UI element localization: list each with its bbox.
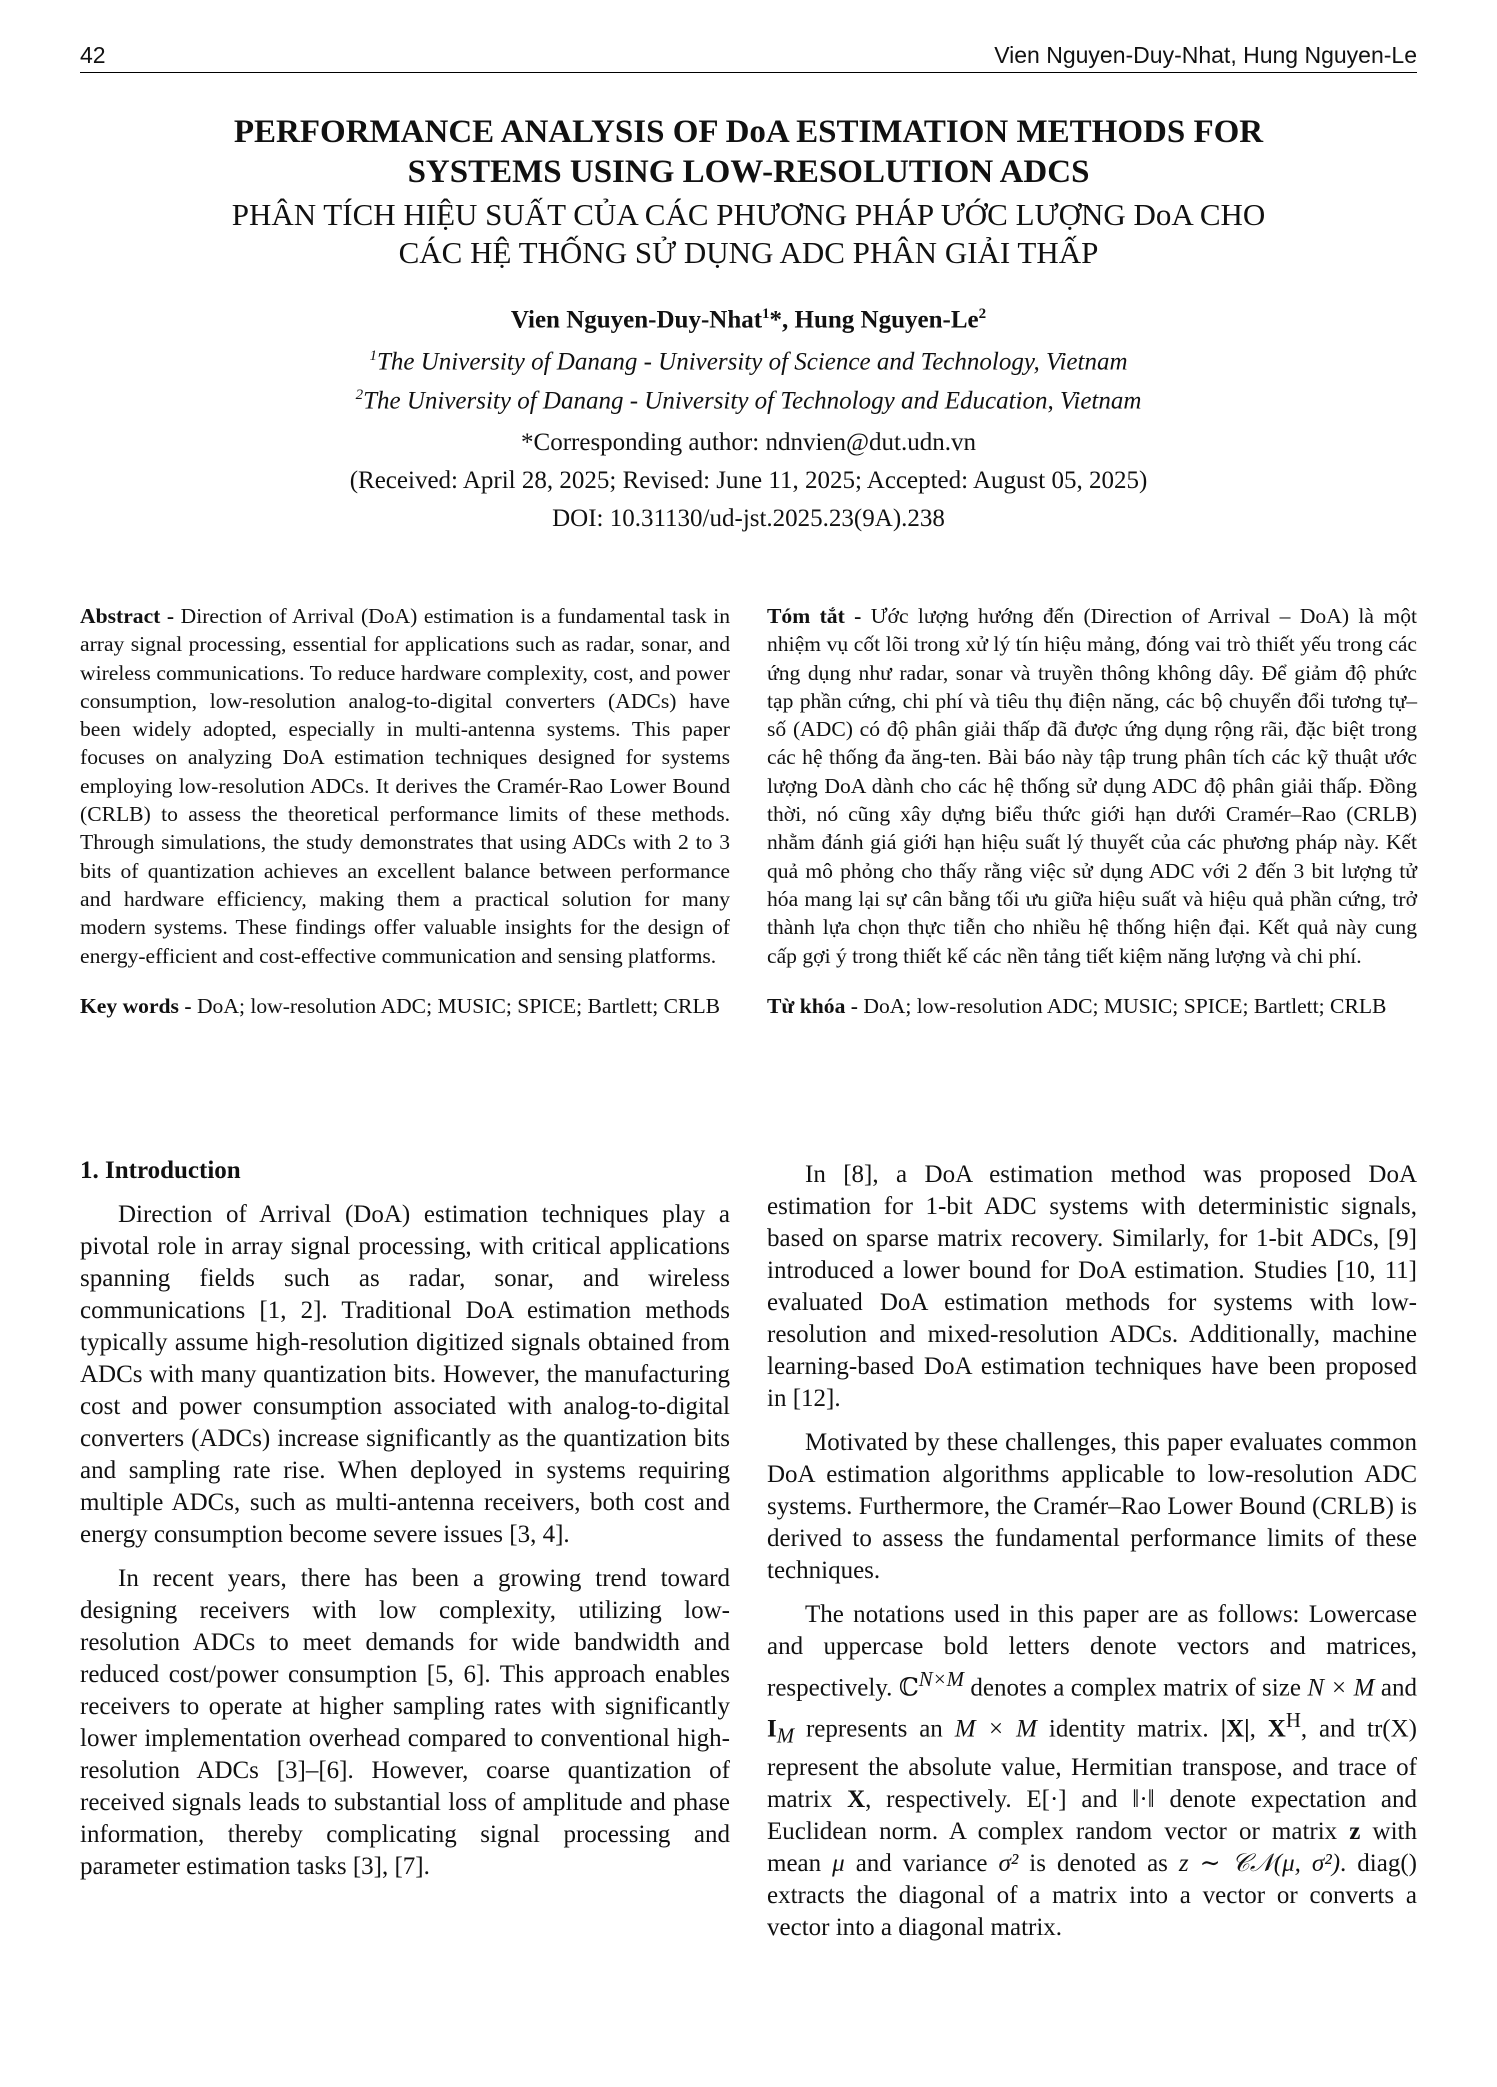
abstract-label: Abstract -: [80, 604, 181, 628]
title-en-line2: SYSTEMS USING LOW-RESOLUTION ADCS: [407, 154, 1090, 190]
affiliation-1: $^1$The University of Danang - University of Science and Technology, Vietnam: [369, 348, 1128, 376]
author-2-affil-mark: 2: [978, 306, 987, 322]
tukhoa-label: Từ khóa -: [767, 993, 864, 1018]
notation-paragraph: The notations used in this paper are as follows: Lowercase and uppercase bold letters denote vectors and matrices, respectively. ℂ$^{N\times M}$ denotes a complex matrix of size N × M and $I_M$ represents an M × M identity matrix. |X|, $X^H$, and tr(X) represent the absolute value, Hermitian transpose, and trace of matrix X, respectively. E[·] and ‖·‖ denote expectation and Euclidean norm. A complex random vector or matrix z with mean μ and variance σ² is denoted as z ∼ 𝒞𝒩(μ, σ²). diag() extracts the diagonal of a matrix into a vector or converts a vector into a diagonal matrix.: [767, 1601, 1417, 1941]
abstract-text: Direction of Arrival (DoA) estimation is a fundamental task in array signal processing, essential for applications such as radar, sonar, and wireless communications. To reduce hardware complexity, cost, and power consumption, low-resolution analog-to-digital converters (ADCs) have been widely adopted, especially in multi-antenna systems. This paper focuses on analyzing DoA estimation techniques designed for systems employing low-resolution ADCs. It derives the Cramér-Rao Lower Bound (CRLB) to assess the theoretical performance limits of these methods. Through simulations, the study demonstrates that using ADCs with 2 to 3 bits of quantization achieves an excellent balance between performance and hardware efficiency, making them a practical solution for many modern systems. These findings offer valuable insights for the design of energy-efficient and cost-effective communication and sensing platforms.: [80, 604, 730, 968]
doi: DOI: 10.31130/ud-jst.2025.23(9A).238: [552, 504, 945, 532]
abstract-vietnamese: [767, 602, 1417, 1020]
complex-set-symbol: ℂ: [898, 1674, 919, 1702]
affiliations: [80, 340, 1417, 417]
author-1: Vien Nguyen-Duy-Nhat: [510, 306, 763, 334]
paragraph: In [8], a DoA estimation method was proposed DoA estimation for 1-bit ADC systems with deterministic signals, based on sparse matrix recovery. Similarly, for 1-bit ADCs, [9] introduced a lower bound for DoA estimation. Studies [10, 11] evaluated DoA estimation methods for systems with low-resolution and mixed-resolution ADCs. Additionally, machine learning-based DoA estimation techniques have been proposed in [12].: [767, 1161, 1417, 1412]
title-en-line1: PERFORMANCE ANALYSIS OF DoA ESTIMATION METHODS FOR: [233, 114, 1264, 150]
tomtat-text: Ước lượng hướng đến (Direction of Arrival – DoA) là một nhiệm vụ cốt lõi trong xử lý tín hiệu mảng, đóng vai trò thiết yếu trong các ứng dụng như radar, sonar và truyền thông không dây. Để giảm độ phức tạp phần cứng, chi phí và tiêu thụ điện năng, các bộ chuyển đổi tương tự–số (ADC) có độ phân giải thấp đã được ứng dụng rộng rãi, đặc biệt trong các hệ thống đa ăng-ten. Bài báo này tập trung phân tích các kỹ thuật ước lượng DoA dành cho các hệ thống sử dụng ADC độ phân giải thấp. Đồng thời, nó cũng xây dựng biểu thức giới hạn dưới Cramér–Rao (CRLB) nhằm đánh giá giới hạn hiệu suất lý thuyết của các phương pháp này. Kết quả mô phỏng cho thấy rằng việc sử dụng ADC với 2 đến 3 bit lượng tử hóa mang lại sự cân bằng tối ưu giữa hiệu suất và hiệu quả phần cứng, trở thành lựa chọn thực tiễn cho nhiều hệ thống hiện đại. Kết quả này cung cấp gợi ý trong thiết kế các nền tảng tiết kiệm năng lượng và chi phí.: [767, 604, 1417, 968]
running-header: [80, 38, 1417, 73]
tomtat-label: Tóm tắt -: [767, 604, 871, 628]
affiliation-2: $^2$The University of Danang - University of Technology and Education, Vietnam: [355, 386, 1142, 414]
author-list: [80, 306, 1417, 334]
body-left-column: [80, 1155, 730, 1895]
paragraph: Motivated by these challenges, this paper evaluates common DoA estimation algorithms applicable to low-resolution ADC systems. Furthermore, the Cramér–Rao Lower Bound (CRLB) is derived to assess the fundamental performance limits of these techniques.: [767, 1429, 1417, 1584]
page-number: 42: [80, 42, 106, 68]
keywords-label: Key words -: [80, 993, 197, 1018]
paragraph: Direction of Arrival (DoA) estimation techniques play a pivotal role in array signal processing, with critical applications spanning fields such as radar, sonar, and wireless communications [1, 2]. Traditional DoA estimation methods typically assume high-resolution digitized signals obtained from ADCs with many quantization bits. However, the manufacturing cost and power consumption associated with analog-to-digital converters (ADCs) increase significantly as the quantization bits and sampling rate rise. When deployed in systems requiring multiple ADCs, such as multi-antenna receivers, both cost and energy consumption become severe issues [3, 4].: [80, 1201, 730, 1548]
author-separator: ,: [782, 306, 795, 334]
title-vi-line2: CÁC HỆ THỐNG SỬ DỤNG ADC PHÂN GIẢI THẤP: [398, 235, 1099, 270]
running-authors: Vien Nguyen-Duy-Nhat, Hung Nguyen-Le: [994, 42, 1417, 68]
abstract-english: [80, 602, 730, 1020]
author-2: Hung Nguyen-Le: [794, 306, 979, 334]
title-vi-line1: PHÂN TÍCH HIỆU SUẤT CỦA CÁC PHƯƠNG PHÁP ƯỚC LƯỢNG DoA CHO: [231, 197, 1266, 232]
section-heading-introduction: 1. Introduction: [80, 1157, 241, 1184]
tukhoa-text: DoA; low-resolution ADC; MUSIC; SPICE; Bartlett; CRLB: [863, 993, 1387, 1018]
title-english: [80, 112, 1417, 192]
keywords-text: DoA; low-resolution ADC; MUSIC; SPICE; Bartlett; CRLB: [196, 993, 721, 1018]
title-vietnamese: [80, 196, 1417, 272]
author-1-affil-mark: 1: [762, 306, 770, 322]
author-1-corresponding-mark: *: [769, 306, 783, 334]
title-block: [80, 112, 1417, 533]
publication-dates: (Received: April 28, 2025; Revised: June 11, 2025; Accepted: August 05, 2025): [349, 466, 1148, 494]
corresponding-author: *Corresponding author: ndnvien@dut.udn.vn: [521, 428, 976, 456]
body-right-column: [767, 1159, 1417, 1956]
paragraph: In recent years, there has been a growing trend toward designing receivers with low complexity, utilizing low-resolution ADCs to meet demands for wide bandwidth and reduced cost/power consumption [5, 6]. This approach enables receivers to operate at higher sampling rates with significantly lower implementation overhead compared to conventional high-resolution ADCs [3]–[6]. However, coarse quantization of received signals leads to substantial loss of amplitude and phase information, thereby complicating signal processing and parameter estimation tasks [3], [7].: [80, 1565, 730, 1880]
